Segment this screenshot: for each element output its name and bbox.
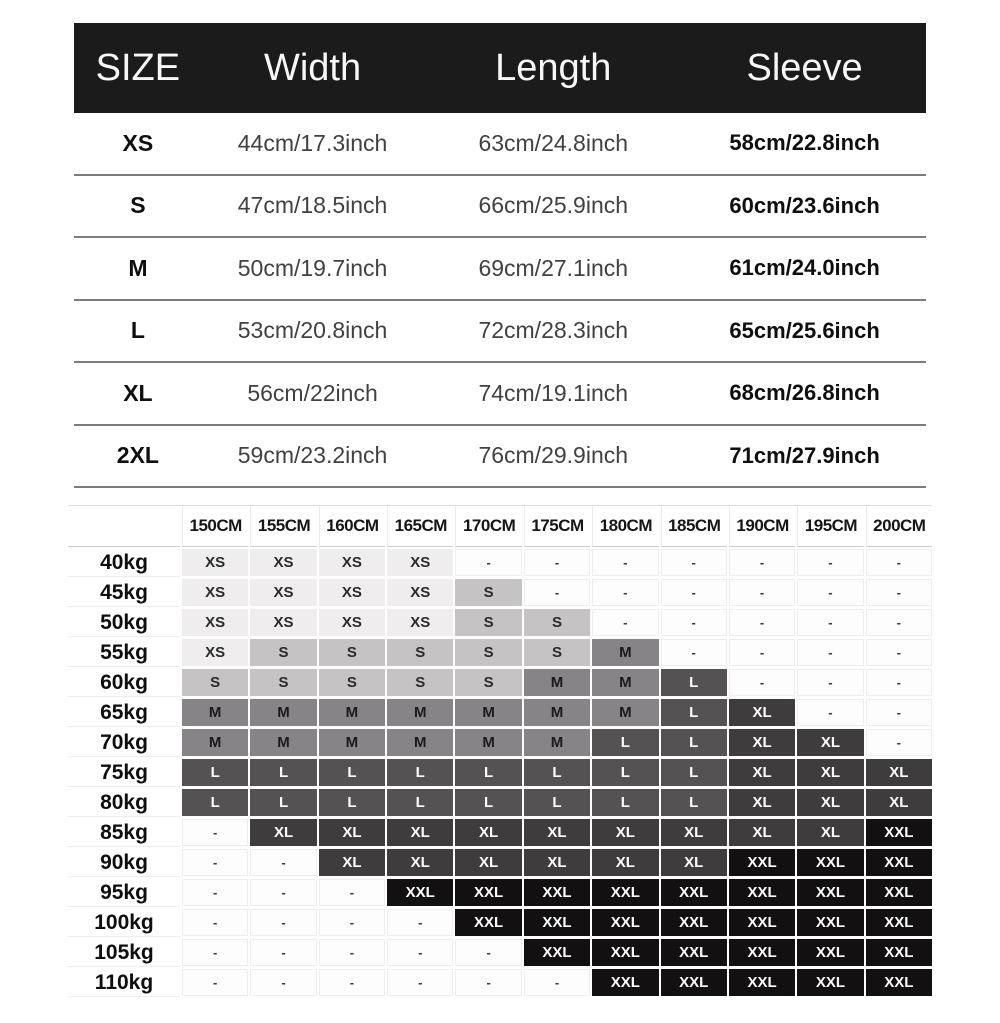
size-table-row [74,363,926,426]
matrix-size-cell: XS [182,639,248,666]
matrix-size-cell: XL [455,819,521,846]
matrix-size-cell: S [455,669,521,696]
matrix-empty-cell: - [319,909,385,936]
size-table-header-row [74,23,926,113]
matrix-size-cell: L [182,789,248,816]
matrix-size-cell: XXL [592,879,658,906]
matrix-size-cell: L [661,699,727,726]
matrix-empty-cell: - [797,549,863,576]
matrix-size-cell: XXL [455,879,521,906]
matrix-empty-cell: - [250,849,316,876]
size-table-row [74,113,926,176]
matrix-size-cell: XL [797,729,863,756]
matrix-size-cell: M [250,699,316,726]
matrix-size-cell: S [250,639,316,666]
matrix-size-cell: S [319,639,385,666]
weight-label: 90kg [68,849,180,877]
matrix-empty-cell: - [797,669,863,696]
fit-matrix [68,505,932,997]
weight-label: 110kg [68,969,180,997]
matrix-size-cell: XL [729,729,795,756]
size-table-cell-width: 59cm/23.2inch [237,442,388,469]
size-table-cell-length: 74cm/19.1inch [478,379,629,406]
weight-label: 40kg [68,549,180,577]
matrix-size-cell: XL [866,789,932,816]
size-table-cell-length: 69cm/27.1inch [478,254,629,281]
matrix-empty-cell: - [455,939,521,966]
size-table-cell-width: 50cm/19.7inch [237,254,388,281]
matrix-size-cell: XL [729,819,795,846]
matrix-size-cell: XL [524,819,590,846]
matrix-empty-cell: - [866,639,932,666]
matrix-size-cell: XXL [592,909,658,936]
size-table-cell-size: M [128,254,148,281]
matrix-size-cell: XXL [661,909,727,936]
matrix-size-cell: XXL [866,849,932,876]
weight-label: 65kg [68,699,180,727]
matrix-empty-cell: - [866,579,932,606]
matrix-empty-cell: - [661,579,727,606]
matrix-empty-cell: - [182,969,248,996]
matrix-size-cell: L [250,789,316,816]
size-table-cell-size: XL [123,379,153,406]
matrix-size-cell: XL [387,849,453,876]
matrix-size-cell: L [524,789,590,816]
matrix-size-cell: XS [319,579,385,606]
weight-label: 45kg [68,579,180,607]
matrix-size-cell: XL [797,819,863,846]
matrix-empty-cell: - [524,969,590,996]
header-cell-sleeve: Sleeve [746,46,863,89]
matrix-size-cell: XS [387,549,453,576]
size-table-cell-sleeve: 61cm/24.0inch [729,255,880,281]
matrix-empty-cell: - [387,969,453,996]
size-table-cell-sleeve: 60cm/23.6inch [729,192,880,218]
matrix-size-cell: XXL [797,849,863,876]
matrix-size-cell: XL [729,699,795,726]
size-table-cell-size: XS [122,129,154,156]
weight-label: 95kg [68,879,180,907]
size-table-cell-length: 63cm/24.8inch [478,129,629,156]
matrix-empty-cell: - [729,549,795,576]
size-table-row [74,238,926,301]
matrix-size-cell: L [592,789,658,816]
size-table-cell-size: L [130,317,145,344]
matrix-size-cell: M [524,729,590,756]
matrix-size-cell: XXL [729,969,795,996]
matrix-size-cell: M [524,699,590,726]
size-table-cell-width: 47cm/18.5inch [237,192,388,219]
matrix-empty-cell: - [866,669,932,696]
matrix-empty-cell: - [250,879,316,906]
height-header-cell: 175CM [524,506,590,547]
matrix-size-cell: XXL [729,879,795,906]
matrix-size-cell: M [250,729,316,756]
matrix-size-cell: M [455,699,521,726]
matrix-size-cell: M [592,669,658,696]
matrix-size-cell: XS [250,579,316,606]
header-cell-size: SIZE [95,46,181,89]
matrix-size-cell: S [524,639,590,666]
matrix-size-cell: XXL [797,879,863,906]
matrix-size-cell: XL [661,819,727,846]
matrix-empty-cell: - [661,609,727,636]
matrix-size-cell: XXL [592,939,658,966]
matrix-empty-cell: - [250,939,316,966]
matrix-empty-cell: - [319,969,385,996]
matrix-size-cell: XL [455,849,521,876]
matrix-size-cell: S [387,669,453,696]
size-table-cell-sleeve: 65cm/25.6inch [729,317,880,343]
matrix-size-cell: XS [250,549,316,576]
matrix-empty-cell: - [182,849,248,876]
matrix-empty-cell: - [729,669,795,696]
height-header-cell: 195CM [797,506,863,547]
matrix-size-cell: M [182,699,248,726]
matrix-size-cell: L [455,789,521,816]
height-header-cell: 180CM [592,506,658,547]
matrix-size-cell: M [182,729,248,756]
matrix-size-cell: XL [661,849,727,876]
matrix-size-cell: M [319,699,385,726]
matrix-size-cell: XL [387,819,453,846]
matrix-empty-cell: - [524,579,590,606]
matrix-size-cell: S [182,669,248,696]
matrix-size-cell: XXL [866,819,932,846]
matrix-size-cell: L [661,759,727,786]
matrix-size-cell: M [455,729,521,756]
size-table-cell-length: 66cm/25.9inch [478,192,629,219]
weight-label: 50kg [68,609,180,637]
matrix-empty-cell: - [455,969,521,996]
matrix-size-cell: L [524,759,590,786]
size-table-cell-length: 76cm/29.9inch [478,442,629,469]
matrix-size-cell: XXL [866,969,932,996]
matrix-size-cell: S [387,639,453,666]
matrix-empty-cell: - [866,699,932,726]
matrix-size-cell: XL [592,819,658,846]
matrix-empty-cell: - [250,969,316,996]
matrix-empty-cell: - [729,609,795,636]
matrix-size-cell: XXL [592,969,658,996]
size-table-row [74,426,926,489]
matrix-size-cell: XS [182,549,248,576]
matrix-size-cell: XXL [729,909,795,936]
weight-label: 105kg [68,939,180,967]
height-header-cell: 170CM [455,506,521,547]
header-cell-length: Length [495,46,612,89]
matrix-size-cell: XXL [866,879,932,906]
matrix-empty-cell: - [797,699,863,726]
matrix-size-cell: M [319,729,385,756]
matrix-empty-cell: - [866,729,932,756]
matrix-size-cell: XL [319,819,385,846]
height-header-cell: 165CM [387,506,453,547]
matrix-size-cell: S [455,639,521,666]
matrix-empty-cell: - [387,909,453,936]
size-table-rows [74,113,926,488]
size-table-row [74,176,926,239]
matrix-empty-cell: - [592,609,658,636]
header-cell-width: Width [263,46,362,89]
matrix-empty-cell: - [729,639,795,666]
matrix-size-cell: L [661,669,727,696]
matrix-size-cell: M [592,639,658,666]
matrix-size-cell: XL [250,819,316,846]
matrix-size-cell: XXL [524,879,590,906]
matrix-size-cell: XXL [729,939,795,966]
matrix-size-cell: XXL [866,939,932,966]
matrix-size-cell: L [661,789,727,816]
matrix-size-cell: L [387,759,453,786]
matrix-empty-cell: - [797,579,863,606]
size-table-cell-length: 72cm/28.3inch [478,317,629,344]
matrix-empty-cell: - [797,639,863,666]
matrix-empty-cell: - [592,579,658,606]
matrix-size-cell: XXL [661,969,727,996]
matrix-size-cell: XXL [797,909,863,936]
matrix-empty-cell: - [182,819,248,846]
matrix-size-cell: L [387,789,453,816]
height-header-cell: 160CM [319,506,385,547]
matrix-empty-cell: - [182,939,248,966]
weight-label: 80kg [68,789,180,817]
matrix-size-cell: L [592,729,658,756]
matrix-empty-cell: - [661,639,727,666]
weight-label: 70kg [68,729,180,757]
matrix-empty-cell: - [797,609,863,636]
matrix-empty-cell: - [250,909,316,936]
matrix-size-cell: XL [797,789,863,816]
matrix-size-cell: L [661,729,727,756]
size-table-row [74,301,926,364]
matrix-size-cell: XS [319,549,385,576]
matrix-size-cell: XL [592,849,658,876]
matrix-size-cell: XS [319,609,385,636]
size-table-cell-width: 53cm/20.8inch [237,317,388,344]
matrix-size-cell: XL [729,789,795,816]
matrix-size-cell: L [319,759,385,786]
matrix-size-cell: M [592,699,658,726]
matrix-size-cell: XXL [866,909,932,936]
size-table-cell-width: 44cm/17.3inch [237,129,388,156]
weight-label: 75kg [68,759,180,787]
matrix-size-cell: S [455,579,521,606]
matrix-empty-cell: - [387,939,453,966]
matrix-empty-cell: - [661,549,727,576]
matrix-empty-cell: - [455,549,521,576]
matrix-size-cell: S [524,609,590,636]
matrix-size-cell: XL [797,759,863,786]
matrix-size-cell: L [592,759,658,786]
size-table-cell-width: 56cm/22inch [247,379,378,406]
size-table-cell-sleeve: 58cm/22.8inch [729,130,880,156]
matrix-empty-cell: - [319,879,385,906]
matrix-empty-cell: - [592,549,658,576]
size-table [74,23,926,488]
matrix-corner-cell [68,506,180,547]
size-table-cell-size: S [130,192,146,219]
size-table-cell-sleeve: 68cm/26.8inch [729,380,880,406]
matrix-size-cell: XS [182,609,248,636]
weight-label: 100kg [68,909,180,937]
weight-label: 55kg [68,639,180,667]
matrix-size-cell: XXL [661,879,727,906]
matrix-size-cell: L [455,759,521,786]
matrix-size-cell: L [250,759,316,786]
matrix-size-cell: XL [729,759,795,786]
matrix-empty-cell: - [524,549,590,576]
matrix-size-cell: XL [319,849,385,876]
matrix-size-cell: XL [524,849,590,876]
matrix-size-cell: M [387,699,453,726]
matrix-size-cell: M [387,729,453,756]
matrix-size-cell: XXL [661,939,727,966]
height-header-cell: 155CM [250,506,316,547]
matrix-empty-cell: - [319,939,385,966]
matrix-size-cell: L [319,789,385,816]
matrix-size-cell: S [455,609,521,636]
matrix-size-cell: XXL [455,909,521,936]
size-table-cell-size: 2XL [116,442,159,469]
matrix-size-cell: XXL [797,969,863,996]
matrix-size-cell: S [319,669,385,696]
weight-label: 85kg [68,819,180,847]
height-header-cell: 185CM [661,506,727,547]
matrix-size-cell: S [250,669,316,696]
matrix-size-cell: XS [250,609,316,636]
height-header-cell: 190CM [729,506,795,547]
matrix-size-cell: XXL [524,939,590,966]
height-header-cell: 200CM [866,506,932,547]
matrix-empty-cell: - [729,579,795,606]
size-table-cell-sleeve: 71cm/27.9inch [729,442,880,468]
matrix-size-cell: XXL [729,849,795,876]
matrix-empty-cell: - [866,549,932,576]
weight-label: 60kg [68,669,180,697]
matrix-empty-cell: - [182,879,248,906]
matrix-size-cell: XS [182,579,248,606]
matrix-size-cell: XS [387,609,453,636]
matrix-size-cell: XXL [387,879,453,906]
matrix-size-cell: XS [387,579,453,606]
matrix-empty-cell: - [182,909,248,936]
matrix-size-cell: L [182,759,248,786]
matrix-size-cell: XL [866,759,932,786]
matrix-size-cell: XXL [797,939,863,966]
matrix-size-cell: M [524,669,590,696]
matrix-empty-cell: - [866,609,932,636]
height-header-cell: 150CM [182,506,248,547]
matrix-size-cell: XXL [524,909,590,936]
